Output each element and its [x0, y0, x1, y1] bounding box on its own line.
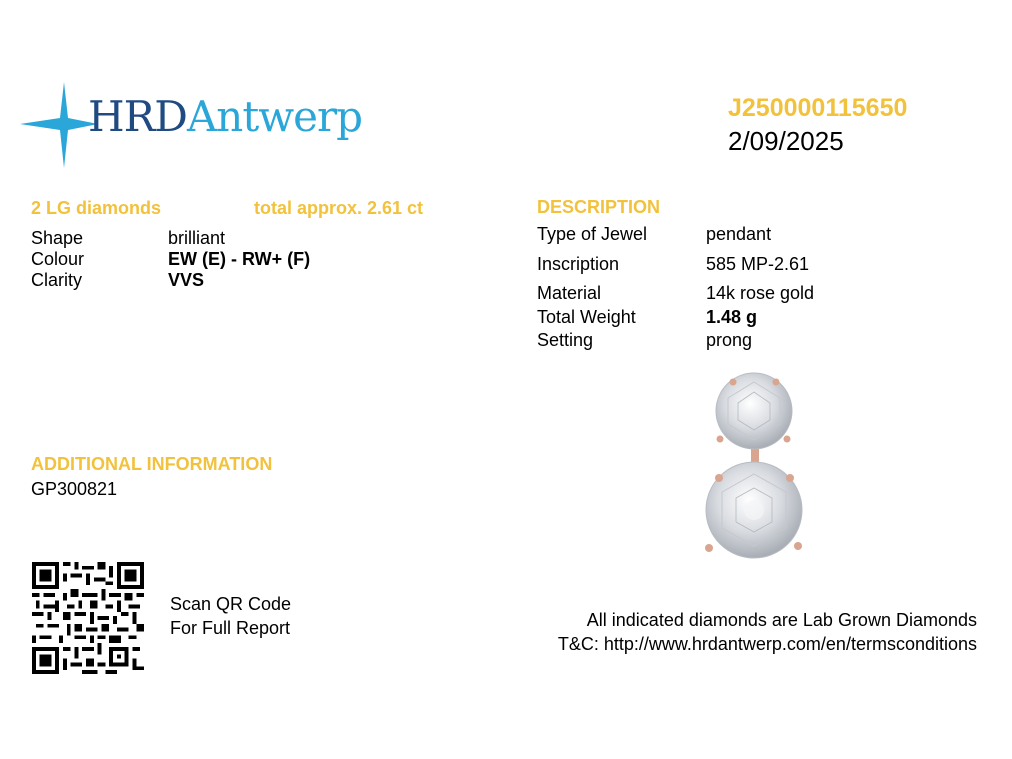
- star-icon: [18, 78, 98, 170]
- description-label: Inscription: [537, 254, 620, 274]
- footer-notice: [558, 608, 977, 656]
- description-label: Material: [537, 283, 602, 303]
- description-label: Setting: [537, 330, 594, 350]
- additional-info-value: GP300821: [31, 479, 118, 499]
- diamond-count: 2 LG diamonds: [31, 198, 162, 218]
- qr-caption-line1: Scan QR Code: [170, 594, 292, 614]
- description-value: prong: [706, 330, 753, 350]
- qr-code[interactable]: [32, 562, 144, 674]
- terms-link[interactable]: T&C: http://www.hrdantwerp.com/en/termsconditions: [557, 634, 977, 654]
- logo-wordmark: [88, 92, 362, 141]
- description-label: Total Weight: [537, 307, 636, 327]
- qr-caption-line2: For Full Report: [170, 618, 291, 638]
- logo-hrd: HRD: [88, 92, 187, 141]
- pendant-image: [700, 370, 810, 565]
- logo-antwerp: Antwerp: [186, 92, 362, 141]
- report-number: J250000115650: [728, 94, 908, 122]
- description-title: DESCRIPTION: [537, 197, 661, 217]
- diamond-clarity-label: Clarity: [31, 270, 83, 290]
- description-properties: [537, 223, 957, 353]
- additional-info-title: ADDITIONAL INFORMATION: [31, 454, 273, 474]
- description-label: Type of Jewel: [537, 224, 648, 244]
- description-value: 585 MP-2.61: [706, 254, 810, 274]
- hrd-antwerp-logo: [18, 78, 388, 170]
- description-value: 1.48 g: [706, 307, 758, 327]
- diamond-shape-label: Shape: [31, 228, 84, 248]
- report-date: 2/09/2025: [728, 126, 844, 156]
- qr-caption: [170, 592, 291, 640]
- diamond-properties: [31, 227, 431, 297]
- diamond-total-weight: total approx. 2.61 ct: [254, 198, 424, 218]
- description-value: 14k rose gold: [706, 283, 815, 303]
- description-value: pendant: [706, 224, 772, 244]
- small-diamond: [716, 373, 792, 449]
- lab-grown-notice: All indicated diamonds are Lab Grown Diamonds: [586, 610, 977, 630]
- diamond-clarity-value: VVS: [168, 270, 205, 290]
- diamond-colour-value: EW (E) - RW+ (F): [168, 249, 311, 269]
- diamond-shape-value: brilliant: [168, 228, 226, 248]
- diamond-colour-label: Colour: [31, 249, 85, 269]
